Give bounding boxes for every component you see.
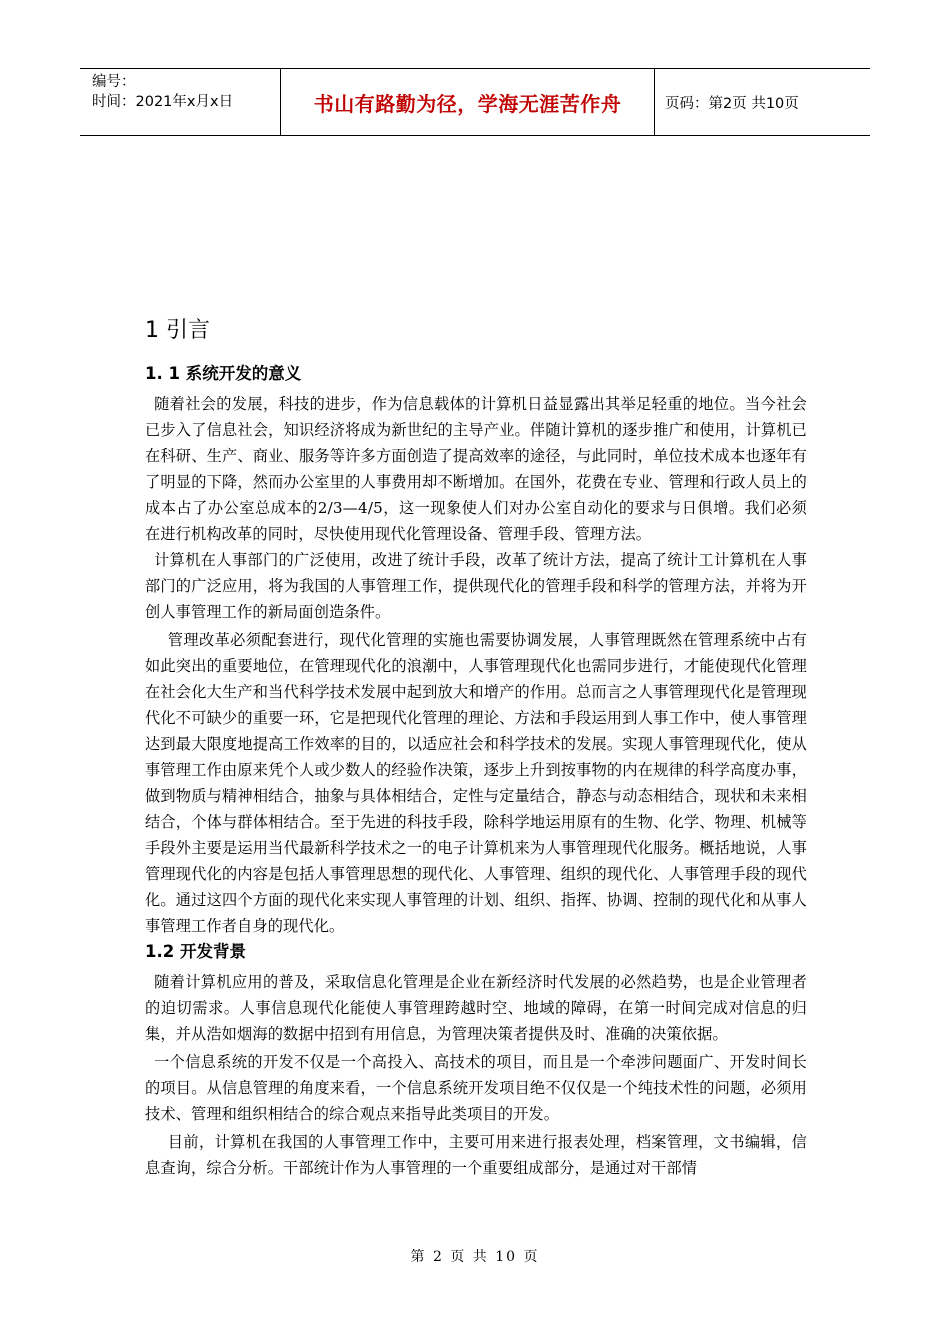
- number-label: 编号：: [92, 74, 136, 90]
- paragraph: 管理改革必须配套进行，现代化管理的实施也需要协调发展，人事管理既然在管理系统中占有如此突出的重要地位，在管理现代化的浪潮中，人事管理现代化也需同步进行，才能使现代化管理在社会化大生产和当代科学技术发展中起到放大和增产的作用。总而言之人事管理现代化是管理现代化不可缺少的重要一环，它是把现代化管理的理论、方法和手段运用到人事工作中，使人事管理达到最大限度地提高工作效率的目的，以适应社会和科学技术的发展。实现人事管理现代化，使从事管理工作由原来凭个人或少数人的经验作决策，逐步上升到按事物的内在规律的科学高度办事，做到物质与精神相结合，抽象与具体相结合，定性与定量结合，静态与动态相结合，现状和未来相结合，个体与群体相结合。至于先进的科技手段，除科学地运用原有的生物、化学、物理、机械等手段外主要是运用当代最新科学技术之一的电子计算机来为人事管理现代化服务。概括地说，人事管理现代化的内容是包括人事管理思想的现代化、人事管理、组织的现代化、人事管理手段的现代化。通过这四个方面的现代化来实现人事管理的计划、组织、指挥、协调、控制的现代化和从事人事管理工作者自身的现代化。: [145, 631, 807, 935]
- page-footer: 第 2 页 共 10 页: [410, 1249, 540, 1265]
- paragraph: 随着社会的发展，科技的进步，作为信息载体的计算机日益显露出其举足轻重的地位。当今社会已步入了信息社会，知识经济将成为新世纪的主导产业。伴随计算机的逐步推广和使用，计算机已在科研、生产、商业、服务等许多方面创造了提高效率的途径，与此同时，单位技术成本也逐年有了明显的下降，然而办公室里的人事费用却不断增加。在国外，花费在专业、管理和行政人员上的成本占了办公室总成本的2/3—4/5，这一现象使人们对办公室自动化的要求与日俱增。我们必须在进行机构改革的同时，尽快使用现代化管理设备、管理手段、管理方法。: [145, 395, 807, 543]
- time-label: 时间：2021年x月x日: [92, 94, 234, 110]
- document-body: [145, 313, 807, 1181]
- section-1-2-title: 1.2 开发背景: [145, 942, 246, 961]
- header-page-label: 页码：第2页 共10页: [665, 95, 799, 112]
- header-meta-cell: [80, 69, 281, 135]
- page-header: [80, 68, 870, 136]
- paragraph: 一个信息系统的开发不仅是一个高投入、高技术的项目，而且是一个牵涉问题面广、开发时间长的项目。从信息管理的角度来看，一个信息系统开发项目绝不仅仅是一个纯技术性的问题，必须用技术、管理和组织相结合的综合观点来指导此类项目的开发。: [145, 1053, 807, 1123]
- header-motto: 书山有路勤为径，学海无涯苦作舟: [281, 69, 655, 135]
- paragraph: 随着计算机应用的普及，采取信息化管理是企业在新经济时代发展的必然趋势，也是企业管理者的迫切需求。人事信息现代化能使人事管理跨越时空、地域的障碍，在第一时间完成对信息的归集，并从浩如烟海的数据中招到有用信息，为管理决策者提供及时、准确的决策依据。: [145, 973, 807, 1043]
- section-1-1-title: 1. 1 系统开发的意义: [145, 364, 302, 383]
- paragraph: 目前，计算机在我国的人事管理工作中，主要可用来进行报表处理，档案管理，文书编辑，信息查询，综合分析。干部统计作为人事管理的一个重要组成部分，是通过对干部情: [145, 1133, 807, 1177]
- paragraph: 计算机在人事部门的广泛使用，改进了统计手段，改革了统计方法，提高了统计工计算机在人事部门的广泛应用，将为我国的人事管理工作，提供现代化的管理手段和科学的管理方法，并将为开创人事管理工作的新局面创造条件。: [145, 551, 807, 621]
- section-1-title: 1 引言: [145, 318, 210, 343]
